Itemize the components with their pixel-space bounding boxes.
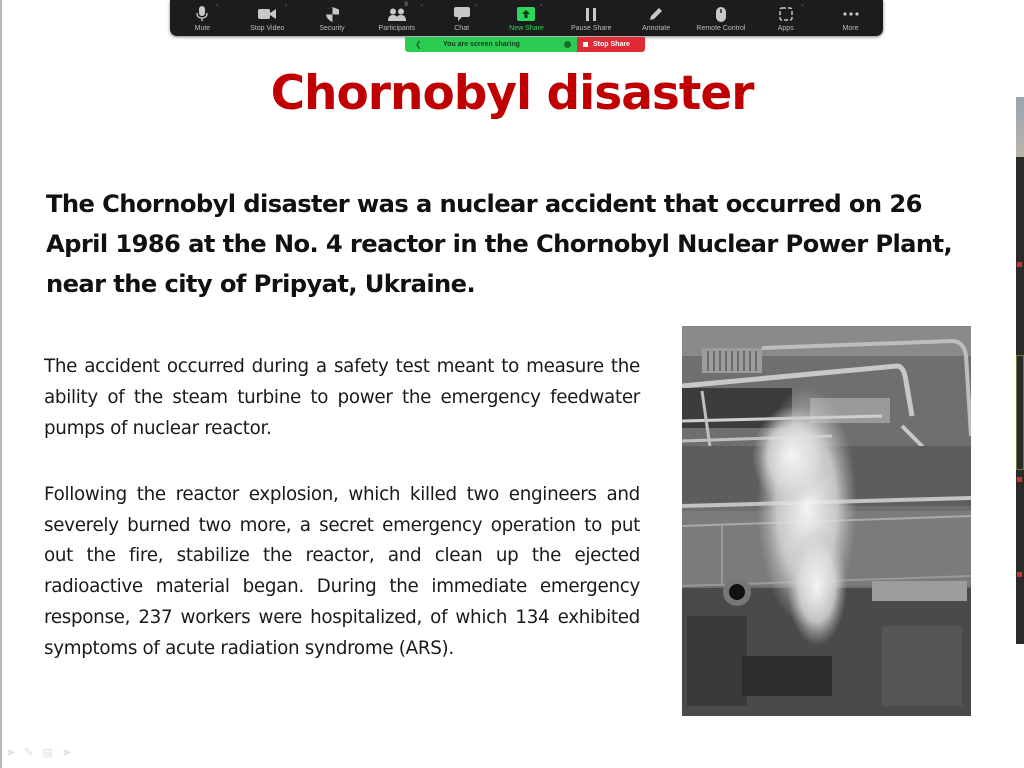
previous-slide-icon[interactable]: ➤ (6, 747, 16, 759)
stop-video-button[interactable]: ˇ Stop Video (250, 5, 288, 32)
video-thumbnail[interactable] (1016, 97, 1024, 157)
muted-icon (1017, 477, 1022, 482)
muted-icon (1017, 572, 1022, 577)
next-slide-icon[interactable]: ➤ (61, 747, 72, 759)
more-button[interactable]: More (818, 0, 883, 36)
pause-share-button[interactable]: Pause Share (559, 0, 624, 36)
chat-icon (452, 5, 472, 23)
video-camera-icon (257, 5, 277, 23)
mute-button[interactable]: ˇ Mute (170, 0, 235, 36)
pause-icon (581, 5, 601, 23)
security-button[interactable]: Security (300, 0, 365, 36)
stop-share-label: Stop Share (593, 41, 630, 48)
video-panel-strip[interactable] (1016, 97, 1024, 644)
sharing-status-text: You are screen sharing (443, 41, 520, 48)
remote-control-button[interactable]: Remote Control (689, 0, 754, 36)
participant-count: 8 (404, 2, 408, 8)
meeting-toolbar (170, 0, 883, 36)
active-speaker-highlight (1016, 355, 1024, 470)
security-shield-icon (564, 41, 571, 48)
slide-paragraph-1: The accident occurred during a safety test meant to measure the ability of the steam turbine to power the emergency feedwater pumps of nuclear reactor. (44, 356, 640, 439)
pin-icon[interactable]: ❮ (415, 40, 422, 49)
apps-button[interactable]: ˇ Apps (753, 0, 818, 36)
participants-button[interactable]: 8 ˇ Participants (378, 2, 423, 32)
reactor-aerial-photo (682, 326, 971, 716)
chevron-down-icon[interactable]: ˇ (216, 5, 219, 12)
chevron-down-icon[interactable]: ˇ (475, 5, 478, 12)
microphone-icon (192, 5, 212, 23)
chat-button[interactable]: ˇ Chat (429, 0, 494, 36)
stop-square-icon (583, 42, 588, 47)
pen-icon[interactable]: ✎ (24, 747, 34, 759)
chevron-down-icon[interactable]: ˇ (284, 5, 288, 12)
new-share-button[interactable]: ˇ New Share (509, 5, 544, 32)
slides-icon[interactable]: ▤ (42, 747, 53, 759)
slide-lead-text: The Chornobyl disaster was a nuclear accident that occurred on 26 April 1986 at the No. 4 reactor in the Chornobyl Nuclear Power Plant, near the city of Pripyat, Ukraine. (46, 190, 953, 298)
annotate-button[interactable]: Annotate (624, 0, 689, 36)
screen-sharing-banner[interactable] (405, 37, 577, 52)
slide-paragraph-2: Following the reactor explosion, which killed two engineers and severely burned two more, a secret emergency operation to put out the fire, stabilize the reactor, and clean up the ejected radioactive material began. During the immediate emergency response, 237 workers were hospitalized, of which 134 exhibited symptoms of acute radiation syndrome (ARS). (44, 484, 640, 659)
chevron-down-icon[interactable]: ˇ (540, 5, 543, 12)
slide-title: Chornobyl disaster (270, 66, 754, 121)
muted-icon (1017, 262, 1022, 267)
stop-share-button[interactable] (577, 37, 645, 52)
shield-icon (322, 5, 342, 23)
more-icon (841, 5, 861, 23)
pencil-icon (646, 5, 666, 23)
new-share-icon (516, 5, 536, 23)
chevron-down-icon[interactable]: ˇ (801, 5, 804, 12)
apps-icon (776, 5, 796, 23)
mouse-icon (711, 5, 731, 23)
slideshow-tools (6, 746, 71, 759)
chevron-down-icon[interactable]: ˇ (420, 5, 423, 12)
